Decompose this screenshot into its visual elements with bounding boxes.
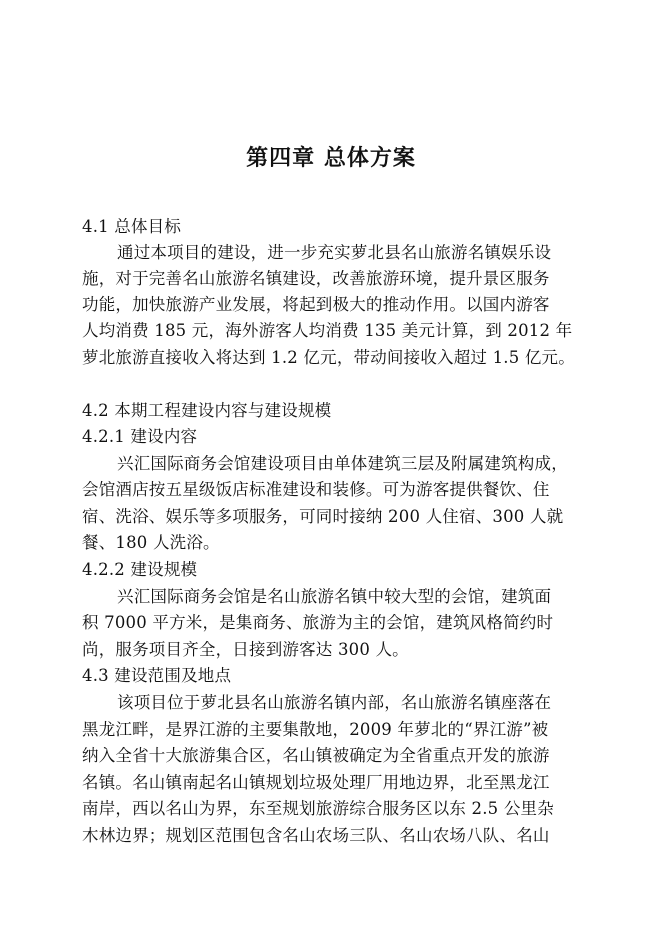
section-heading-4-2-2: 4.2.2 建设规模	[82, 560, 198, 579]
paragraph-line: 积 7000 平方米，是集商务、旅游为主的会馆，建筑风格简约时	[82, 613, 554, 632]
paragraph-line: 功能，加快旅游产业发展，将起到极大的推动作用。以国内游客	[82, 295, 550, 314]
paragraph-line: 施，对于完善名山旅游名镇建设，改善旅游环境，提升景区服务	[82, 269, 550, 288]
section-heading-4-1: 4.1 总体目标	[82, 217, 182, 236]
paragraph-line: 尚，服务项目齐全，日接到游客达 300 人。	[82, 640, 409, 659]
paragraph-line: 黑龙江畔，是界江游的主要集散地，2009 年萝北的“界江游”被	[82, 720, 549, 739]
paragraph-line: 纳入全省十大旅游集合区，名山镇被确定为全省重点开发的旅游	[82, 746, 550, 765]
paragraph-line: 名镇。名山镇南起名山镇规划垃圾处理厂用地边界，北至黑龙江	[82, 773, 550, 792]
paragraph-line: 兴汇国际商务会馆建设项目由单体建筑三层及附属建筑构成，	[117, 454, 568, 473]
section-heading-4-3: 4.3 建设范围及地点	[82, 666, 232, 685]
section-heading-4-2: 4.2 本期工程建设内容与建设规模	[82, 401, 332, 420]
paragraph-line: 会馆酒店按五星级饭店标准建设和装修。可为游客提供餐饮、住	[82, 480, 550, 499]
paragraph-line: 萝北旅游直接收入将达到 1.2 亿元，带动间接收入超过 1.5 亿元。	[82, 348, 575, 367]
section-heading-4-2-1: 4.2.1 建设内容	[82, 427, 198, 446]
paragraph-line: 南岸，西以名山为界，东至规划旅游综合服务区以东 2.5 公里杂	[82, 799, 554, 818]
paragraph-line: 兴汇国际商务会馆是名山旅游名镇中较大型的会馆，建筑面	[117, 587, 552, 606]
paragraph-line: 该项目位于萝北县名山旅游名镇内部，名山旅游名镇座落在	[117, 693, 552, 712]
paragraph-line: 宿、洗浴、娱乐等多项服务，可同时接纳 200 人住宿、300 人就	[82, 507, 564, 526]
paragraph-line: 通过本项目的建设，进一步充实萝北县名山旅游名镇娱乐设	[117, 243, 552, 262]
paragraph-line: 人均消费 185 元，海外游客人均消费 135 美元计算，到 2012 年	[82, 321, 573, 340]
chapter-title: 第四章 总体方案	[246, 145, 416, 171]
paragraph-line: 木林边界；规划区范围包含名山农场三队、名山农场八队、名山	[82, 826, 550, 845]
paragraph-line: 餐、180 人洗浴。	[82, 533, 220, 552]
